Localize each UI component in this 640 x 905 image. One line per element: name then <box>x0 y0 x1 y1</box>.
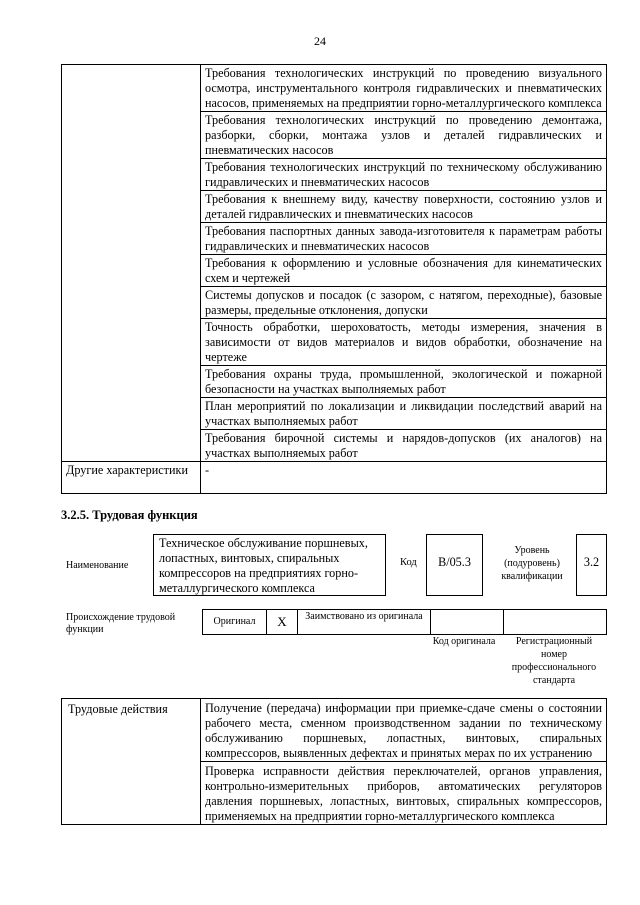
level-value: 3.2 <box>583 555 600 569</box>
function-name-value: Техническое обслуживание поршневых, лопастных, винтовых, спиральных компрессоров на предприятиях горно-металлургического комплекса <box>159 536 368 595</box>
requirement-item: Требования технологических инструкций по проведению визуального осмотра, инструментального контроля гидравлических и пневматических насосов, применяемых на предприятии горно-металлургического комплекса <box>201 65 607 112</box>
divider <box>430 610 431 634</box>
other-characteristics-label: Другие характеристики <box>62 462 201 494</box>
reg-caption: Регистрационный номер профессионального стандарта <box>511 636 597 686</box>
requirement-item: Требования к внешнему виду, качеству поверхности, состоянию узлов и деталей гидравлических и пневматических насосов <box>201 191 607 223</box>
section-title: 3.2.5. Трудовая функция <box>61 508 198 522</box>
requirement-item: План мероприятий по локализации и ликвидации последствий аварий на участках выполняемых работ <box>201 398 607 430</box>
requirement-item: Требования охраны труда, промышленной, экологической и пожарной безопасности на участках выполняемых работ <box>201 366 607 398</box>
divider <box>503 610 504 634</box>
name-label: Наименование <box>66 560 129 571</box>
original-label: Оригинал <box>213 616 256 627</box>
actions-label: Трудовые действия <box>62 699 201 825</box>
origin-label: Происхождение трудовой функции <box>66 612 176 635</box>
original-mark: X <box>266 610 298 634</box>
page-number: 24 <box>314 34 326 48</box>
table-row <box>62 65 607 112</box>
function-name-box <box>153 534 386 596</box>
requirement-item: Требования бирочной системы и нарядов-допусков (их аналогов) на участках выполняемых работ <box>201 430 607 462</box>
action-item: Проверка исправности действия переключателей, органов управления, контрольно-измерительных приборов, автоматических регуляторов давления поршневых, лопастных, винтовых, спиральных компрессоров, применяемых на предприятии горно-металлургического комплекса <box>201 762 607 825</box>
level-box <box>576 534 607 596</box>
borrowed-label: Заимствовано из оригинала <box>305 611 423 622</box>
other-characteristics-value: - <box>201 462 607 494</box>
actions-table <box>61 698 607 825</box>
table-row <box>62 462 607 494</box>
action-item: Получение (передача) информации при приемке-сдаче смены о состоянии рабочего места, сменном производственном задании по техническому обслуживанию поршневых, лопастных, винтовых, спиральных компрессоров, выявленных дефектах и принятых мерах по их устранению <box>201 699 607 762</box>
requirements-table <box>61 64 607 494</box>
code-value: B/05.3 <box>438 555 471 569</box>
code-box <box>426 534 483 596</box>
requirement-item: Системы допусков и посадок (с зазором, с натягом, переходные), базовые размеры, предельные отклонения, допуски <box>201 287 607 319</box>
requirement-item: Требования к оформлению и условные обозначения для кинематических схем и чертежей <box>201 255 607 287</box>
requirement-item: Требования технологических инструкций по техническому обслуживанию гидравлических и пневматических насосов <box>201 159 607 191</box>
requirement-item: Требования технологических инструкций по проведению демонтажа, разборки, сборки, монтажа узлов и деталей гидравлических и пневматических насосов <box>201 112 607 159</box>
requirement-item: Требования паспортных данных завода-изготовителя к параметрам работы гидравлических и пневматических насосов <box>201 223 607 255</box>
table-row <box>62 699 607 762</box>
level-label: Уровень (подуровень) квалификации <box>501 545 563 582</box>
code-label: Код <box>400 557 417 568</box>
code-caption: Код оригинала <box>432 636 496 647</box>
requirement-item: Точность обработки, шероховатость, методы измерения, значения в зависимости от видов материалов и видов обработки, обозначение на чертеже <box>201 319 607 366</box>
requirements-label-cell <box>62 65 201 462</box>
origin-row <box>202 609 607 635</box>
